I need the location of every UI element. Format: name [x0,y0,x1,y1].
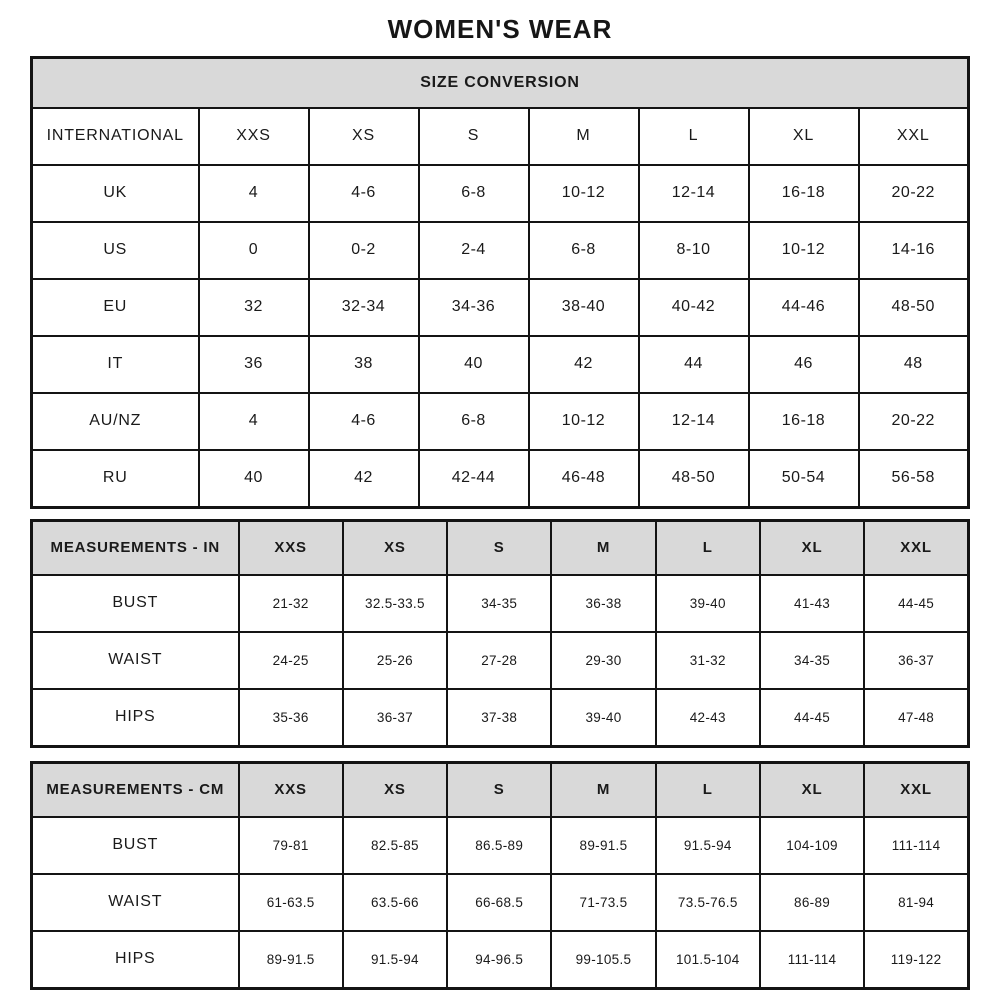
size-value: 41-43 [760,575,864,632]
column-header: XXL [859,108,969,165]
table-row [32,336,969,393]
column-header: L [656,762,760,817]
size-value: 29-30 [551,632,655,689]
size-value: 119-122 [864,931,968,989]
column-header: XS [343,520,447,575]
table-row [32,222,969,279]
size-value: 73.5-76.5 [656,874,760,931]
column-header-row [32,520,969,575]
table-row [32,874,969,931]
size-value: 42-44 [419,450,529,508]
size-value: 42 [309,450,419,508]
size-value: 32-34 [309,279,419,336]
size-value: 99-105.5 [551,931,655,989]
size-value: 48-50 [639,450,749,508]
size-value: 71-73.5 [551,874,655,931]
size-value: 40 [199,450,309,508]
row-label: BUST [32,817,239,874]
size-value: 37-38 [447,689,551,747]
size-value: 20-22 [859,393,969,450]
size-value: 21-32 [239,575,343,632]
size-value: 10-12 [529,165,639,222]
size-value: 25-26 [343,632,447,689]
size-value: 89-91.5 [551,817,655,874]
size-value: 38-40 [529,279,639,336]
column-header: INTERNATIONAL [32,108,199,165]
table-row [32,575,969,632]
size-value: 42-43 [656,689,760,747]
column-header: XXL [864,762,968,817]
row-label: WAIST [32,874,239,931]
column-header: M [551,520,655,575]
size-value: 0-2 [309,222,419,279]
size-value: 66-68.5 [447,874,551,931]
column-header: L [639,108,749,165]
row-label: WAIST [32,632,239,689]
size-value: 40-42 [639,279,749,336]
column-header: S [447,762,551,817]
measurements-in-table [30,519,970,748]
table-title: MEASUREMENTS - CM [32,762,239,817]
size-value: 36-37 [343,689,447,747]
size-value: 6-8 [529,222,639,279]
table-row [32,689,969,747]
size-value: 44-46 [749,279,859,336]
column-header-row [32,108,969,165]
row-label: EU [32,279,199,336]
size-value: 2-4 [419,222,529,279]
table-title: SIZE CONVERSION [32,57,969,108]
size-value: 4 [199,393,309,450]
size-value: 111-114 [864,817,968,874]
table-row [32,450,969,508]
size-value: 14-16 [859,222,969,279]
size-value: 81-94 [864,874,968,931]
size-value: 50-54 [749,450,859,508]
size-value: 35-36 [239,689,343,747]
size-value: 36-38 [551,575,655,632]
size-value: 10-12 [749,222,859,279]
page-title: WOMEN'S WEAR [387,14,613,44]
size-value: 61-63.5 [239,874,343,931]
size-value: 46 [749,336,859,393]
size-value: 4-6 [309,165,419,222]
size-value: 44 [639,336,749,393]
size-value: 27-28 [447,632,551,689]
row-label: AU/NZ [32,393,199,450]
row-label: BUST [32,575,239,632]
size-value: 39-40 [551,689,655,747]
row-label: HIPS [32,931,239,989]
column-header: XS [309,108,419,165]
column-header: XXS [239,520,343,575]
size-value: 4 [199,165,309,222]
column-header: XS [343,762,447,817]
size-value: 46-48 [529,450,639,508]
column-header: S [419,108,529,165]
column-header: XXS [239,762,343,817]
row-label: US [32,222,199,279]
size-value: 42 [529,336,639,393]
measurements-cm-table [30,761,970,990]
column-header: L [656,520,760,575]
size-value: 91.5-94 [656,817,760,874]
size-value: 24-25 [239,632,343,689]
column-header: XL [749,108,859,165]
size-value: 47-48 [864,689,968,747]
column-header: XL [760,520,864,575]
size-value: 12-14 [639,393,749,450]
size-value: 6-8 [419,165,529,222]
size-value: 8-10 [639,222,749,279]
table-title-row [32,57,969,108]
size-value: 10-12 [529,393,639,450]
table-row [32,165,969,222]
size-value: 89-91.5 [239,931,343,989]
row-label: HIPS [32,689,239,747]
size-value: 63.5-66 [343,874,447,931]
size-value: 79-81 [239,817,343,874]
size-value: 31-32 [656,632,760,689]
size-value: 82.5-85 [343,817,447,874]
column-header: XL [760,762,864,817]
column-header: XXL [864,520,968,575]
size-value: 20-22 [859,165,969,222]
table-row [32,632,969,689]
size-value: 104-109 [760,817,864,874]
size-value: 16-18 [749,165,859,222]
size-conversion-table [30,56,970,509]
size-value: 0 [199,222,309,279]
table-row [32,931,969,989]
table-title: MEASUREMENTS - IN [32,520,239,575]
size-value: 111-114 [760,931,864,989]
column-header: M [551,762,655,817]
table-row [32,279,969,336]
size-value: 34-35 [447,575,551,632]
size-value: 12-14 [639,165,749,222]
column-header-row [32,762,969,817]
row-label: IT [32,336,199,393]
size-value: 6-8 [419,393,529,450]
size-value: 44-45 [864,575,968,632]
size-value: 48 [859,336,969,393]
size-value: 40 [419,336,529,393]
size-value: 56-58 [859,450,969,508]
column-header: S [447,520,551,575]
size-value: 86.5-89 [447,817,551,874]
size-value: 36 [199,336,309,393]
size-value: 34-36 [419,279,529,336]
column-header: M [529,108,639,165]
size-value: 38 [309,336,419,393]
size-value: 91.5-94 [343,931,447,989]
column-header: XXS [199,108,309,165]
size-value: 36-37 [864,632,968,689]
size-value: 32 [199,279,309,336]
size-value: 86-89 [760,874,864,931]
table-row [32,817,969,874]
size-value: 101.5-104 [656,931,760,989]
size-value: 32.5-33.5 [343,575,447,632]
size-value: 94-96.5 [447,931,551,989]
table-row [32,393,969,450]
size-value: 39-40 [656,575,760,632]
size-value: 16-18 [749,393,859,450]
row-label: UK [32,165,199,222]
size-value: 48-50 [859,279,969,336]
size-value: 44-45 [760,689,864,747]
row-label: RU [32,450,199,508]
size-value: 4-6 [309,393,419,450]
size-value: 34-35 [760,632,864,689]
